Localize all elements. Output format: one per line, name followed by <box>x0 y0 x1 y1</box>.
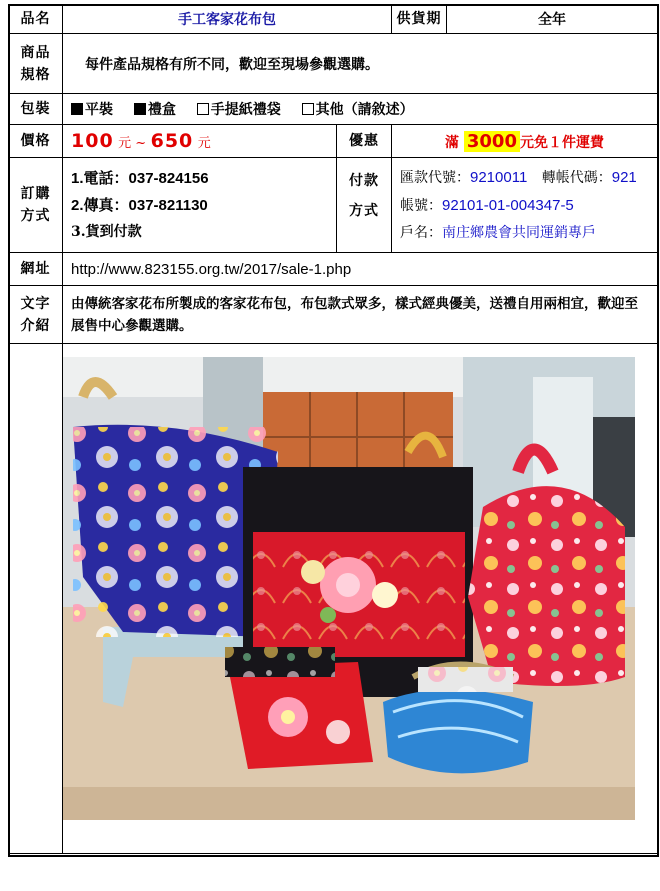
transfer-code: 921 <box>611 168 637 186</box>
price-min: 100 <box>71 130 114 152</box>
payment-remit-line <box>400 164 657 192</box>
payment-label <box>337 158 392 253</box>
product-photo <box>63 357 635 820</box>
price-unit-range: 元 ~ <box>118 136 147 151</box>
photo-label-cell <box>9 344 63 854</box>
row-product-name <box>9 5 658 34</box>
checkbox-empty-icon <box>197 103 209 115</box>
spec-label <box>9 34 63 94</box>
order-label-line1: 訂購 <box>20 186 51 202</box>
row-spec <box>9 34 658 94</box>
remit-code: 9210011 <box>470 168 528 186</box>
order-fax: 2.傳真：037-821130 <box>71 196 208 214</box>
payment-label-line2: 方式 <box>349 203 379 219</box>
row-packaging <box>9 94 658 125</box>
holder-label: 戶名： <box>400 224 442 241</box>
supply-period-label: 供貨期 <box>392 5 447 34</box>
packaging-option-other[interactable]: 其他（請敘述） <box>302 102 414 118</box>
holder-name: 南庄鄉農會共同運銷專戶 <box>442 224 596 241</box>
checkbox-checked-icon <box>134 103 146 115</box>
product-name-label: 品名 <box>9 5 63 34</box>
order-cod: 3.貨到付款 <box>71 223 142 240</box>
checkbox-empty-icon <box>302 103 314 115</box>
product-name: 手工客家花布包 <box>63 5 392 34</box>
packaging-option-plain[interactable]: 平裝 <box>71 102 113 118</box>
account-number: 92101-01-004347-5 <box>442 196 574 214</box>
website-url[interactable]: http://www.823155.org.tw/2017/sale-1.php <box>63 253 658 286</box>
row-price <box>9 125 658 158</box>
hakka-bags-photo <box>63 357 635 820</box>
checkbox-checked-icon <box>71 103 83 115</box>
packaging-option-giftbox[interactable]: 禮盒 <box>134 102 176 118</box>
packaging-option-paper-bag[interactable]: 手提紙禮袋 <box>197 102 281 118</box>
payment-holder-line <box>400 220 657 247</box>
spec-label-line1: 商品 <box>20 44 51 61</box>
account-label: 帳號： <box>400 197 442 214</box>
intro-label <box>9 286 63 344</box>
price-max: 650 <box>150 130 194 152</box>
spec-label-line2: 規格 <box>20 66 51 83</box>
order-label <box>9 158 63 253</box>
price-label: 價格 <box>9 125 63 158</box>
intro-label-line1: 文字 <box>20 295 51 312</box>
promo-amount: 3000 <box>464 131 520 152</box>
spec-text: 每件產品規格有所不同，歡迎至現場參觀選購。 <box>63 34 658 94</box>
payment-account-line <box>400 192 657 220</box>
promo-prefix: 滿 <box>445 134 459 151</box>
website-label: 網址 <box>9 253 63 286</box>
payment-details <box>392 158 658 253</box>
packaging-label: 包裝 <box>9 94 63 125</box>
price-unit: 元 <box>197 136 211 151</box>
payment-label-line1: 付款 <box>349 173 379 189</box>
order-label-line2: 方式 <box>20 208 51 224</box>
promo-text <box>392 125 658 158</box>
order-methods <box>63 158 337 253</box>
intro-label-line2: 介紹 <box>20 317 51 334</box>
packaging-options <box>63 94 658 125</box>
row-order <box>9 158 658 253</box>
row-website <box>9 253 658 286</box>
promo-suffix: 元免１件運費 <box>519 134 604 151</box>
promo-label: 優惠 <box>337 125 392 158</box>
order-phone: 1.電話：037-824156 <box>71 169 209 187</box>
price-range <box>63 125 337 158</box>
intro-text: 由傳統客家花布所製成的客家花布包，布包款式眾多，樣式經典優美，送禮自用兩相宜，歡迎至展售中心參觀選購。 <box>63 286 658 344</box>
transfer-code-label: 轉帳代碼： <box>541 169 612 186</box>
remit-code-label: 匯款代號： <box>400 169 470 186</box>
supply-period-value: 全年 <box>447 5 658 34</box>
row-intro <box>9 286 658 344</box>
